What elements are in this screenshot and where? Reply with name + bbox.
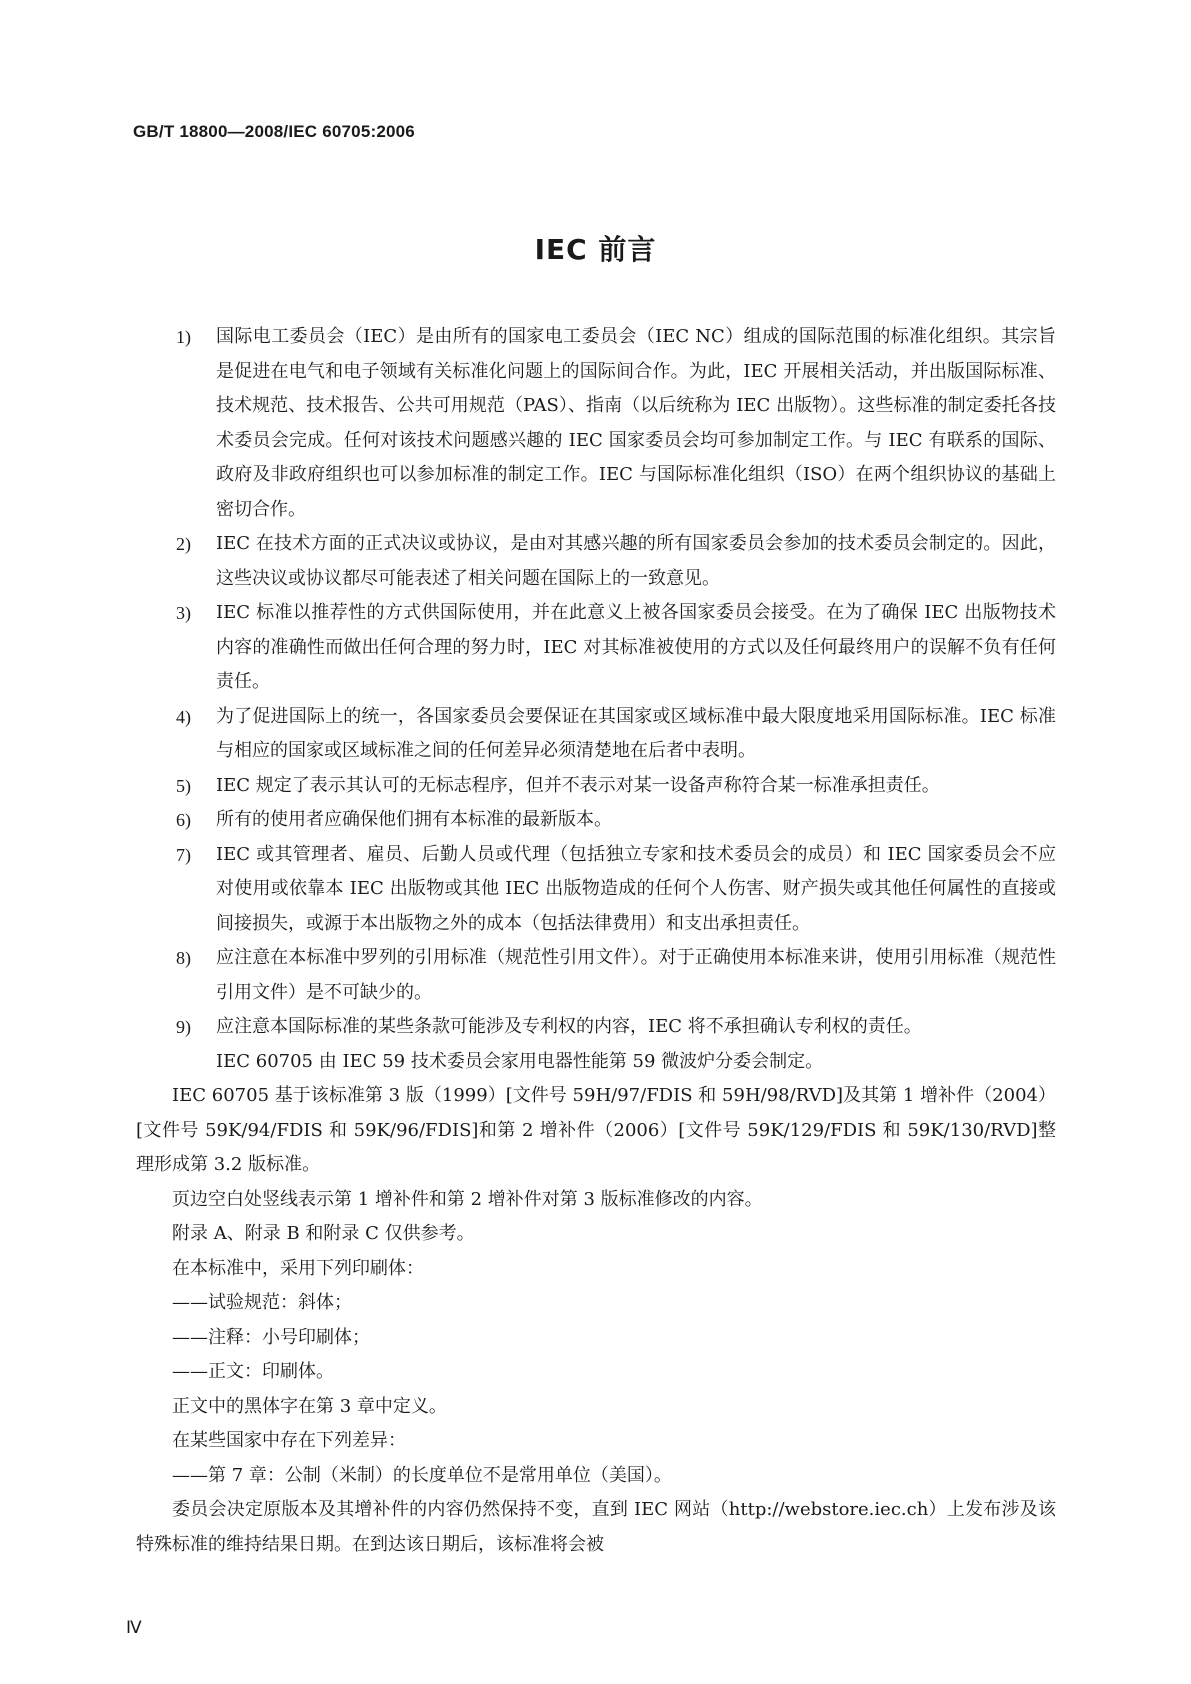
clause-text: IEC 规定了表示其认可的无标志程序，但并不表示对某一设备声称符合某一标准承担责任。: [216, 774, 940, 796]
clause-item: [176, 596, 1056, 700]
clause-text: 为了促进国际上的统一，各国家委员会要保证在其国家或区域标准中最大限度地采用国际标准。IEC 标准与相应的国家或区域标准之间的任何差异必须清楚地在后者中表明。: [216, 705, 1056, 761]
clause-number: 3): [176, 603, 191, 623]
difference-item: ——第 7 章：公制（米制）的长度单位不是常用单位（美国）。: [172, 1464, 672, 1486]
clause-item: [176, 838, 1056, 942]
clause-number: 6): [176, 810, 191, 830]
differences-intro: 在某些国家中存在下列差异：: [172, 1430, 406, 1451]
typeface-item: ——试验规范：斜体；: [172, 1292, 352, 1313]
typeface-intro: 在本标准中，采用下列印刷体：: [172, 1257, 424, 1279]
clause-item: [176, 700, 1056, 769]
bold-note: 正文中的黑体字在第 3 章中定义。: [172, 1395, 447, 1417]
clause-text: IEC 在技术方面的正式决议或协议，是由对其感兴趣的所有国家委员会参加的技术委员会制定的。因此，这些决议或协议都尽可能表述了相关问题在国际上的一致意见。: [216, 533, 1056, 589]
annex-note: 附录 A、附录 B 和附录 C 仅供参考。: [172, 1223, 475, 1244]
foreword-content: [136, 320, 1056, 1562]
clause-item: [176, 769, 1056, 804]
clause-number: 1): [176, 327, 191, 347]
standard-number: GB/T 18800—2008/IEC 60705:2006: [133, 122, 415, 141]
clause-text: IEC 标准以推荐性的方式供国际使用，并在此意义上被各国家委员会接受。在为了确保 IEC 出版物技术内容的准确性而做出任何合理的努力时，IEC 对其标准被使用的方式以及任何最终用户的误解不负有任何责任。: [216, 602, 1056, 692]
clause-item: [176, 320, 1056, 527]
clause-text: 应注意本国际标准的某些条款可能涉及专利权的内容，IEC 将不承担确认专利权的责任。: [216, 1016, 922, 1037]
clause-item: [176, 527, 1056, 596]
clause-number: 8): [176, 948, 191, 968]
page-number: Ⅳ: [126, 1618, 142, 1637]
clause-list: [176, 320, 1056, 1045]
clause-number: 7): [176, 844, 191, 865]
margin-note: 页边空白处竖线表示第 1 增补件和第 2 增补件对第 3 版标准修改的内容。: [172, 1188, 763, 1210]
clause-item: [176, 803, 1056, 838]
clause-number: 4): [176, 706, 191, 727]
clause-text: 应注意在本标准中罗列的引用标准（规范性引用文件）。对于正确使用本标准来讲，使用引用标准（规范性引用文件）是不可缺少的。: [216, 947, 1056, 1003]
clause-text: 所有的使用者应确保他们拥有本标准的最新版本。: [216, 809, 612, 830]
clause-item: [176, 941, 1056, 1010]
committee-paragraph: 委员会决定原版本及其增补件的内容仍然保持不变，直到 IEC 网站（http://webstore.iec.ch）上发布涉及该特殊标准的维持结果日期。在到达该日期后，该标准将会被: [136, 1499, 1056, 1555]
clause-text: IEC 或其管理者、雇员、后勤人员或代理（包括独立专家和技术委员会的成员）和 IEC 国家委员会不应对使用或依靠本 IEC 出版物或其他 IEC 出版物造成的任何个人伤害、财产损失或其他任何属性的直接或间接损失，或源于本出版物之外的成本（包括法律费用）和支出承担责任。: [216, 843, 1056, 934]
basis-paragraph: IEC 60705 基于该标准第 3 版（1999）[文件号 59H/97/FDIS 和 59H/98/RVD]及其第 1 增补件（2004）[文件号 59K/94/FDIS 和 59K/96/FDIS]和第 2 增补件（2006）[文件号 59K/129/FDIS 和 59K/130/RVD]整理形成第 3.2 版标准。: [136, 1085, 1056, 1175]
typeface-item: ——注释：小号印刷体；: [172, 1326, 370, 1348]
subcommittee-note: IEC 60705 由 IEC 59 技术委员会家用电器性能第 59 微波炉分委会制定。: [216, 1050, 824, 1072]
clause-number: 2): [176, 534, 191, 554]
clause-item: [176, 1010, 1056, 1045]
document-header: [133, 122, 415, 142]
clause-number: 5): [176, 775, 191, 796]
clause-number: 9): [176, 1017, 191, 1037]
clause-text: 国际电工委员会（IEC）是由所有的国家电工委员会（IEC NC）组成的国际范围的标准化组织。其宗旨是促进在电气和电子领域有关标准化问题上的国际间合作。为此，IEC 开展相关活动，并出版国际标准、技术规范、技术报告、公共可用规范（PAS）、指南（以后统称为 IEC 出版物）。这些标准的制定委托各技术委员会完成。任何对该技术问题感兴趣的 IEC 国家委员会均可参加制定工作。与 IEC 有联系的国际、政府及非政府组织也可以参加标准的制定工作。IEC 与国际标准化组织（ISO）在两个组织协议的基础上密切合作。: [216, 326, 1056, 520]
typeface-item: ——正文：印刷体。: [172, 1361, 334, 1382]
page-title: IEC 前言: [534, 233, 657, 266]
